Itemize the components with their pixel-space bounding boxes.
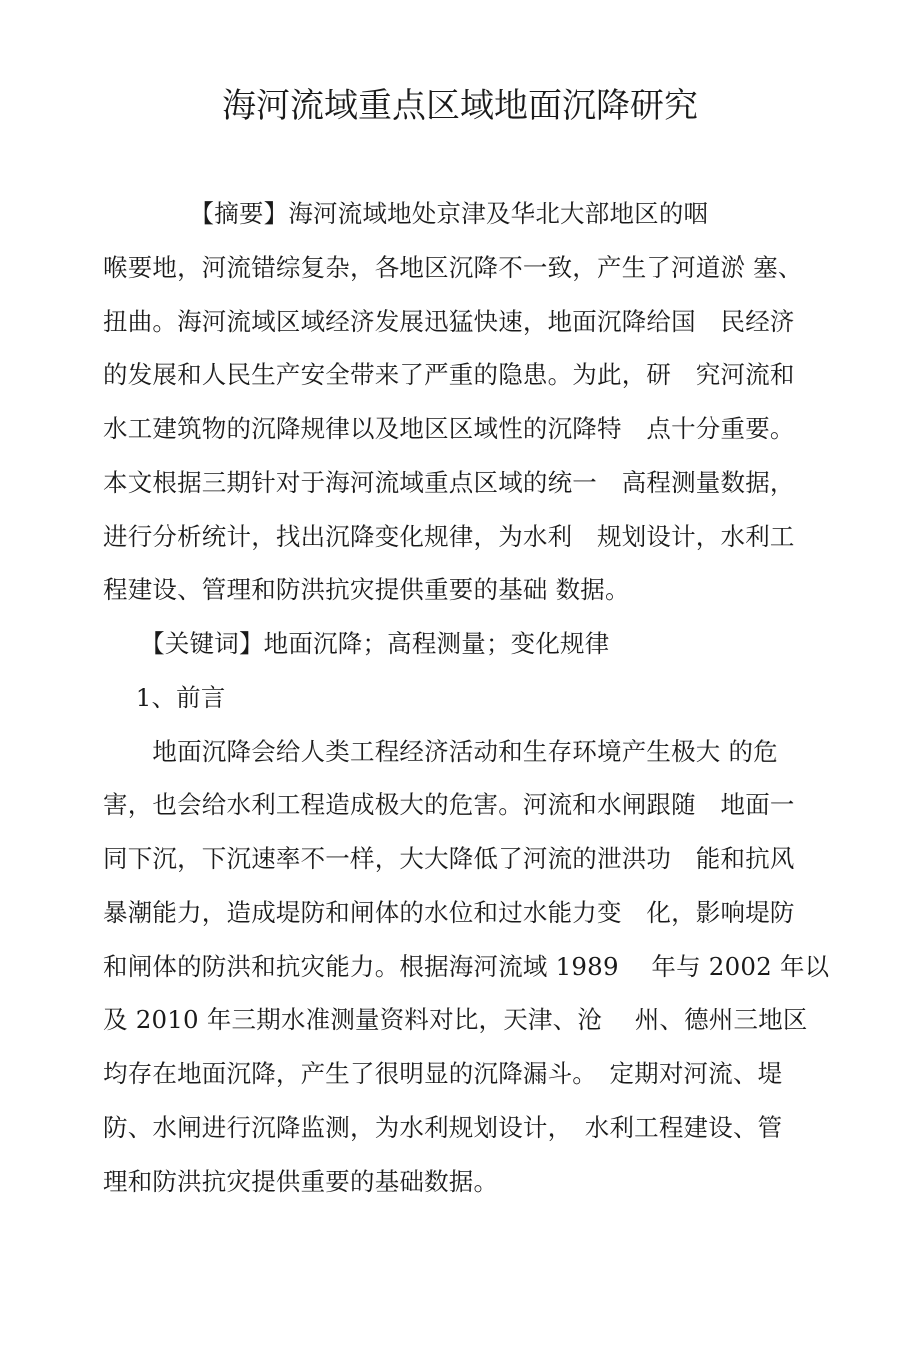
keywords-line: 【关键词】地面沉降；高程测量；变化规律 [103, 629, 610, 658]
body-line: 害，也会给水利工程造成极大的危害。河流和水闸跟随 地面一 [103, 790, 795, 819]
abstract-line: 水工建筑物的沉降规律以及地区区域性的沉降特 点十分重要。 [103, 414, 795, 443]
body-line: 地面沉降会给人类工程经济活动和生存环境产生极大 的危 [103, 737, 778, 766]
body-line: 及 2010 年三期水准测量资料对比，天津、沧 州、德州三地区 [103, 1005, 808, 1034]
document-title: 海河流域重点区域地面沉降研究 [222, 86, 698, 126]
body-line: 暴潮能力，造成堤防和闸体的水位和过水能力变 化，影响堤防 [103, 898, 795, 927]
body-line: 均存在地面沉降，产生了很明显的沉降漏斗。 定期对河流、堤 [103, 1059, 783, 1088]
body-line: 理和防洪抗灾提供重要的基础数据。 [103, 1167, 499, 1196]
abstract-line: 本文根据三期针对于海河流域重点区域的统一 高程测量数据， [103, 468, 795, 497]
body-line: 防、水闸进行沉降监测，为水利规划设计， 水利工程建设、管 [103, 1113, 783, 1142]
body-line: 和闸体的防洪和抗灾能力。根据海河流域 1989 年与 2002 年以 [103, 952, 830, 981]
body-line: 同下沉，下沉速率不一样，大大降低了河流的泄洪功 能和抗风 [103, 844, 795, 873]
abstract-line: 喉要地，河流错综复杂，各地区沉降不一致，产生了河道淤 塞、 [103, 253, 803, 282]
abstract-line: 扭曲。海河流域区域经济发展迅猛快速，地面沉降给国 民经济 [103, 307, 795, 336]
section-heading: 1、前言 [103, 683, 226, 712]
abstract-line: 【摘要】海河流域地处京津及华北大部地区的咽 [103, 199, 709, 228]
abstract-line: 的发展和人民生产安全带来了严重的隐患。为此，研 究河流和 [103, 360, 795, 389]
abstract-line: 进行分析统计，找出沉降变化规律，为水利 规划设计，水利工 [103, 522, 795, 551]
abstract-line: 程建设、管理和防洪抗灾提供重要的基础 数据。 [103, 575, 630, 604]
